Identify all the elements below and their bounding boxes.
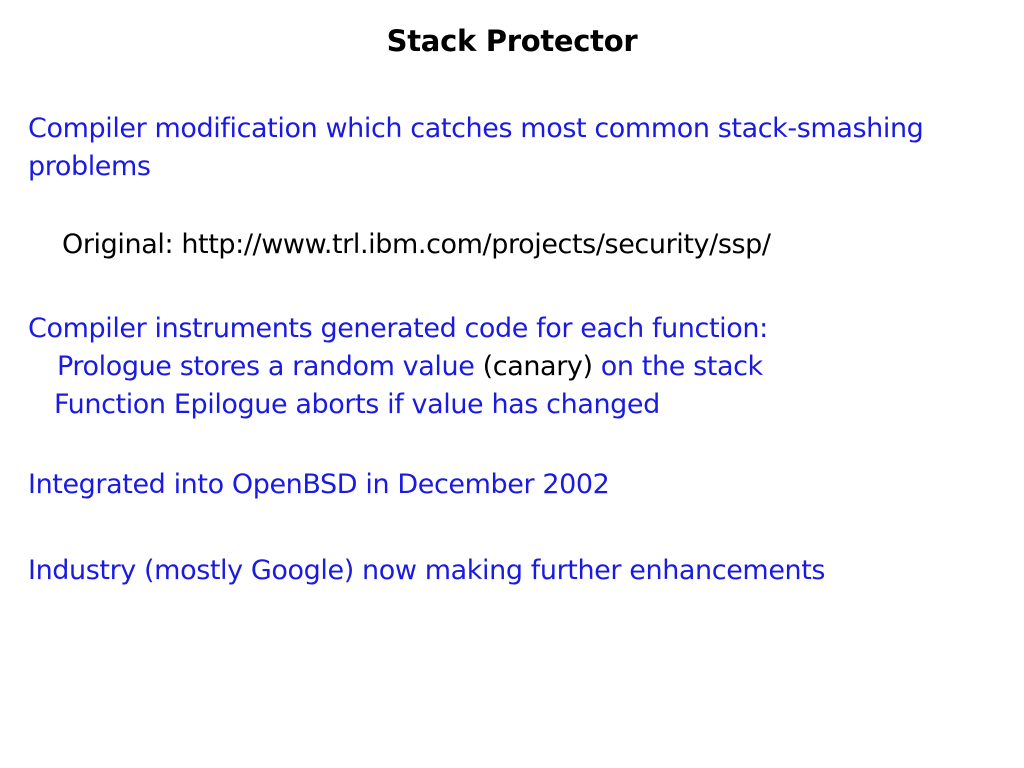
prologue-text-prefix: Prologue stores a random value	[57, 351, 483, 382]
slide-title: Stack Protector	[386, 24, 638, 58]
bullet-compiler-instruments: Compiler instruments generated code for each function:	[28, 313, 768, 344]
bullet-compiler-modification-line2: problems	[28, 151, 151, 182]
original-url-text: Original: http://www.trl.ibm.com/projects/security/ssp/	[62, 229, 771, 260]
sub-bullet-epilogue: Function Epilogue aborts if value has changed	[54, 389, 660, 420]
prologue-text-suffix: on the stack	[592, 351, 763, 382]
bullet-integrated-openbsd: Integrated into OpenBSD in December 2002	[28, 469, 610, 500]
bullet-industry-enhancements: Industry (mostly Google) now making further enhancements	[28, 555, 826, 586]
bullet-compiler-modification-line1: Compiler modification which catches most common stack-smashing	[28, 113, 924, 144]
canary-text: (canary)	[482, 351, 593, 382]
sub-bullet-prologue	[57, 351, 763, 382]
